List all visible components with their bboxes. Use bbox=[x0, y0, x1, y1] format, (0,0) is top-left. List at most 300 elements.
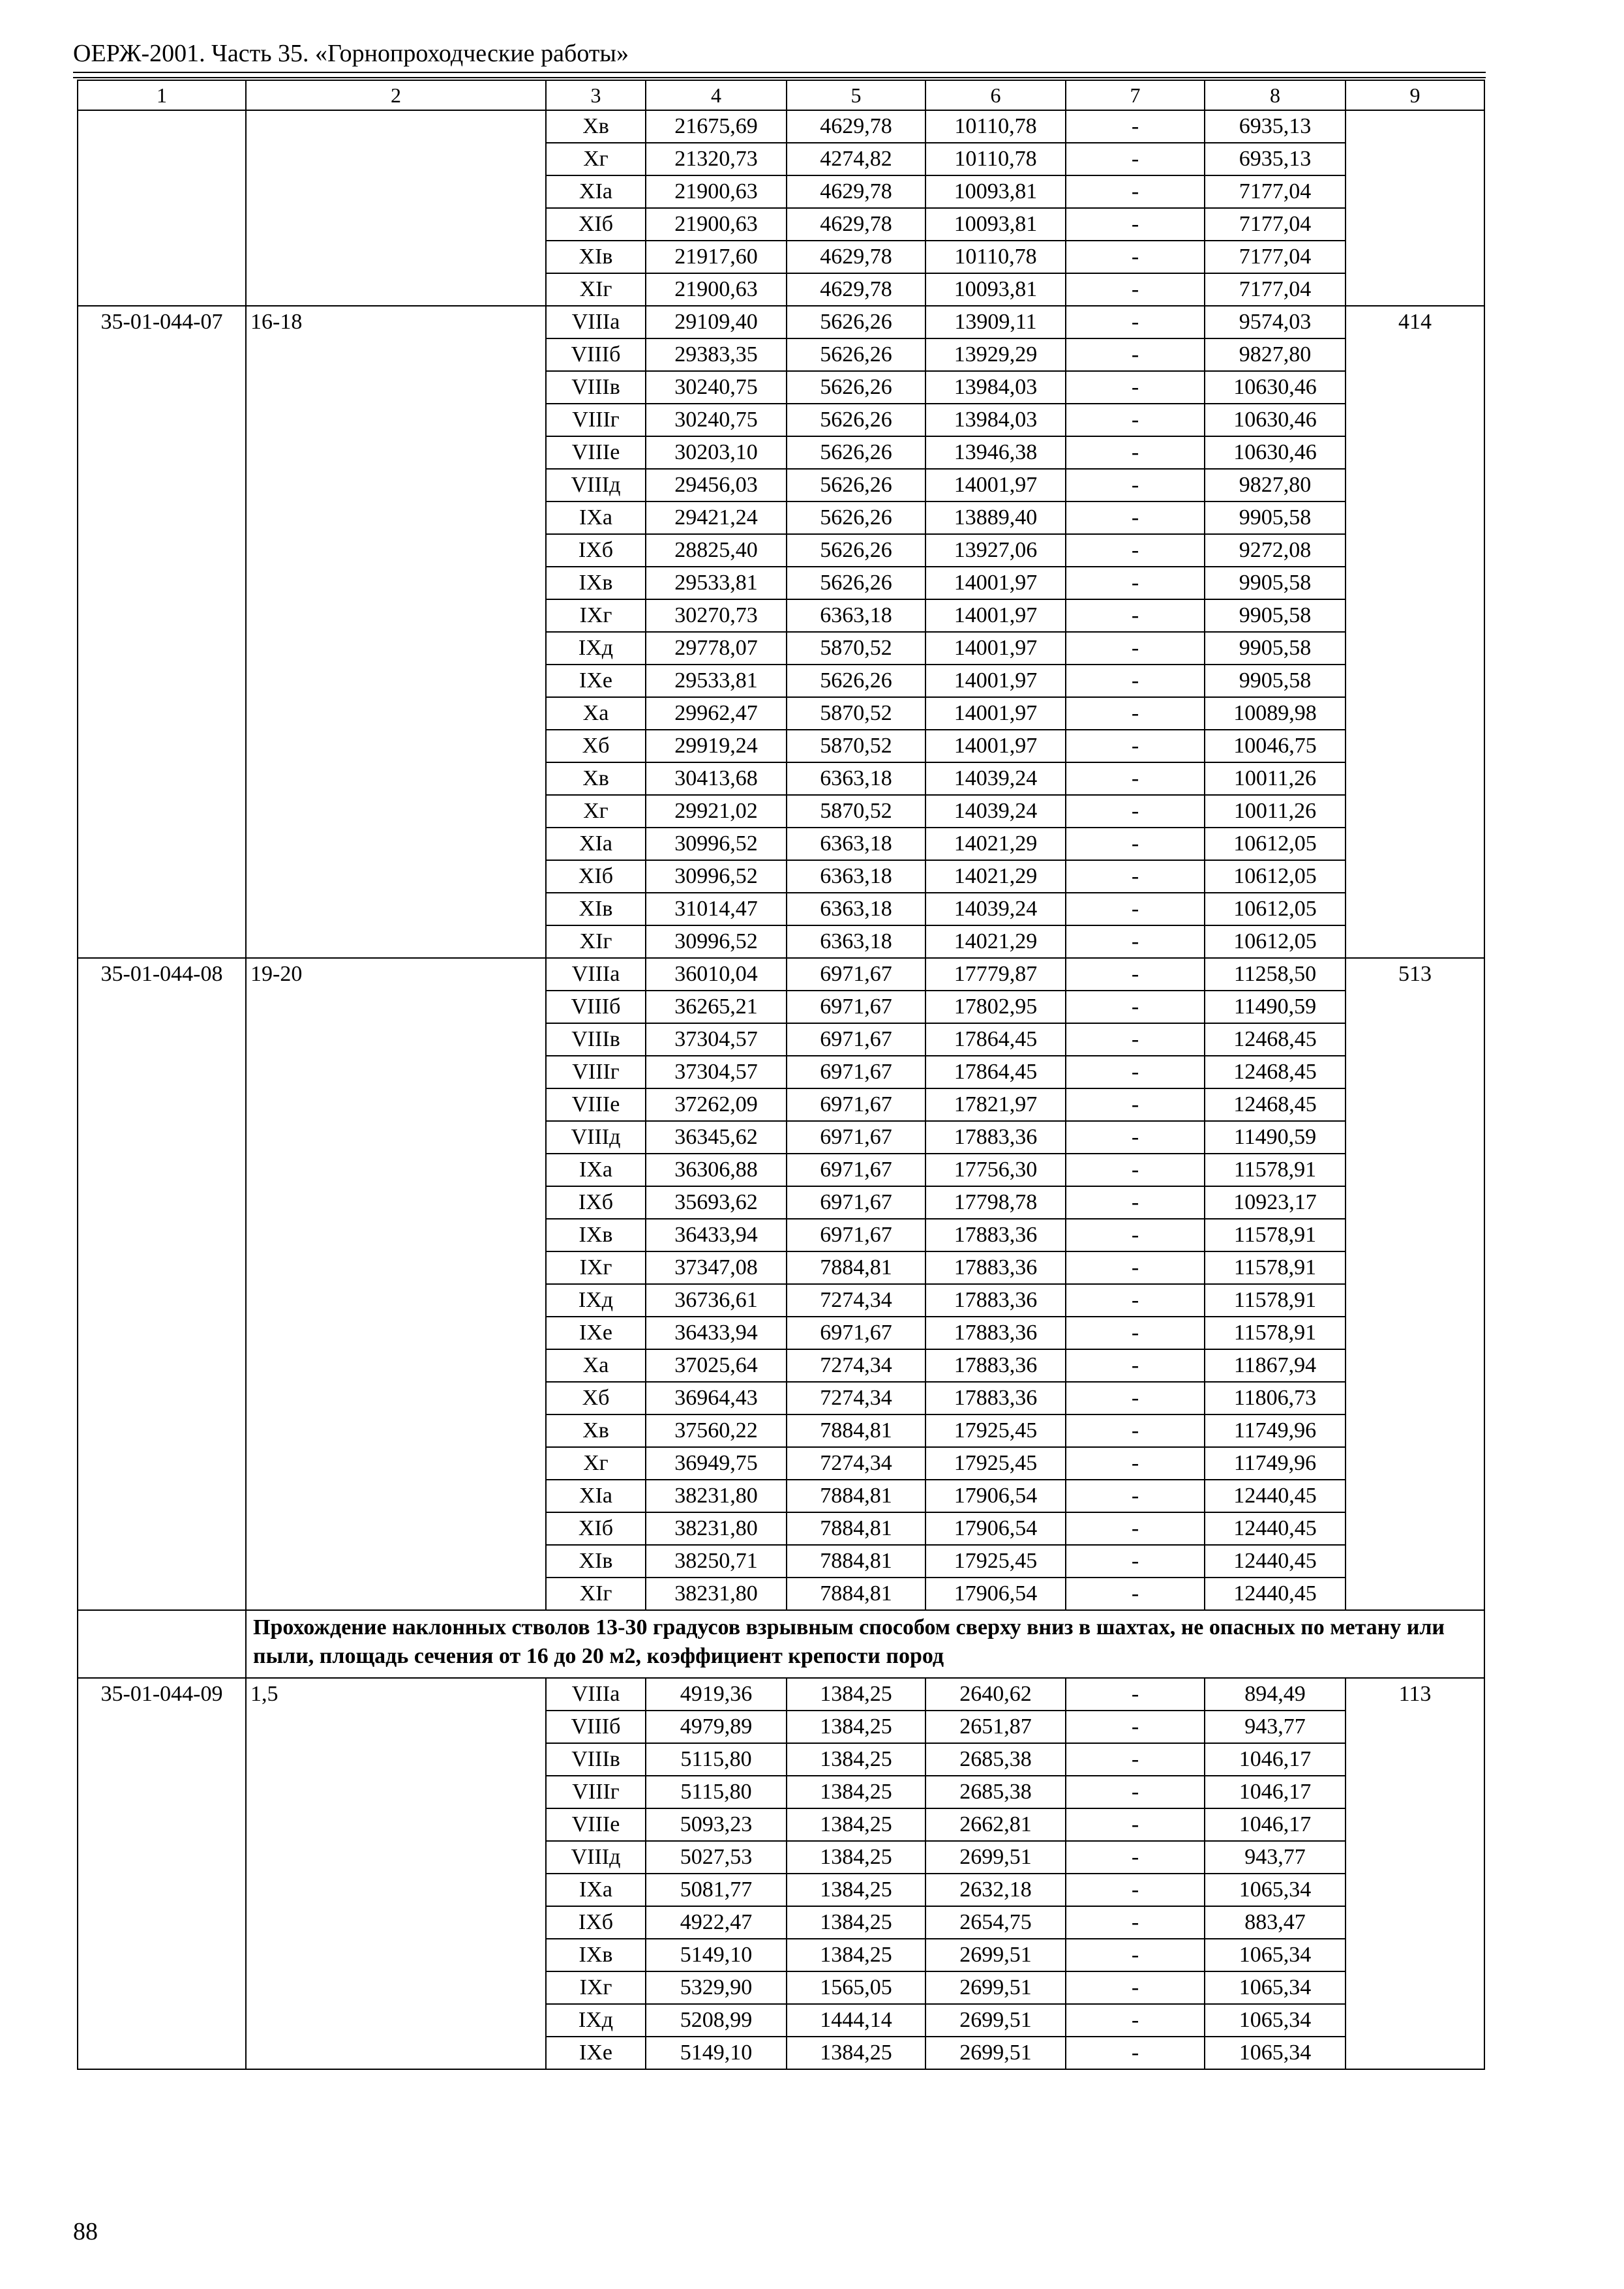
cost-machines-cell: 17925,45 bbox=[925, 1545, 1066, 1578]
category-cell: XIа bbox=[546, 175, 646, 208]
category-cell: IXа bbox=[546, 1874, 646, 1906]
cost-total-cell: 29921,02 bbox=[646, 795, 787, 828]
category-cell: VIIIа bbox=[546, 1678, 646, 1711]
column9-cell bbox=[1346, 110, 1484, 306]
cost-col7-cell: - bbox=[1066, 371, 1205, 404]
cost-total-cell: 38250,71 bbox=[646, 1545, 787, 1578]
cost-col7-cell: - bbox=[1066, 273, 1205, 306]
cost-labor-cell: 4629,78 bbox=[787, 175, 925, 208]
cost-labor-cell: 5870,52 bbox=[787, 697, 925, 730]
cost-machines-cell: 17883,36 bbox=[925, 1121, 1066, 1154]
cost-machines-cell: 10110,78 bbox=[925, 241, 1066, 273]
category-cell: IXб bbox=[546, 534, 646, 567]
cost-machines-cell: 13927,06 bbox=[925, 534, 1066, 567]
page-number: 88 bbox=[73, 2218, 98, 2245]
cost-total-cell: 29421,24 bbox=[646, 501, 787, 534]
cost-machines-cell: 17756,30 bbox=[925, 1154, 1066, 1186]
category-cell: Ха bbox=[546, 1349, 646, 1382]
cost-total-cell: 5081,77 bbox=[646, 1874, 787, 1906]
category-cell: IXд bbox=[546, 1284, 646, 1317]
cost-machines-cell: 14001,97 bbox=[925, 469, 1066, 501]
cost-materials-cell: 883,47 bbox=[1205, 1906, 1346, 1939]
cost-materials-cell: 894,49 bbox=[1205, 1678, 1346, 1711]
cost-machines-cell: 2640,62 bbox=[925, 1678, 1066, 1711]
cost-col7-cell: - bbox=[1066, 1545, 1205, 1578]
cost-labor-cell: 5870,52 bbox=[787, 632, 925, 665]
cost-materials-cell: 9905,58 bbox=[1205, 665, 1346, 697]
category-cell: VIIIв bbox=[546, 1743, 646, 1776]
cost-machines-cell: 13984,03 bbox=[925, 404, 1066, 436]
cost-labor-cell: 6971,67 bbox=[787, 1186, 925, 1219]
cost-col7-cell: - bbox=[1066, 762, 1205, 795]
category-cell: XIг bbox=[546, 925, 646, 958]
cost-col7-cell: - bbox=[1066, 1578, 1205, 1610]
cost-labor-cell: 6363,18 bbox=[787, 599, 925, 632]
cost-total-cell: 36949,75 bbox=[646, 1447, 787, 1480]
cost-materials-cell: 10630,46 bbox=[1205, 404, 1346, 436]
cost-labor-cell: 6971,67 bbox=[787, 1088, 925, 1121]
cost-total-cell: 5149,10 bbox=[646, 1939, 787, 1971]
cost-total-cell: 29109,40 bbox=[646, 306, 787, 338]
cost-materials-cell: 10630,46 bbox=[1205, 436, 1346, 469]
cost-labor-cell: 5626,26 bbox=[787, 469, 925, 501]
cost-labor-cell: 1384,25 bbox=[787, 1743, 925, 1776]
category-cell: VIIIв bbox=[546, 1023, 646, 1056]
parameter-cell: 19-20 bbox=[246, 958, 546, 1610]
category-cell: VIIIг bbox=[546, 1776, 646, 1808]
section-title: Прохождение наклонных стволов 13-30 градусов взрывным способом сверху вниз в шахтах, не опасных по метану или пыли, площадь сечения от 16 до 20 м2, коэффициент крепости пород bbox=[246, 1610, 1484, 1678]
cost-labor-cell: 1384,25 bbox=[787, 1874, 925, 1906]
category-cell: IXа bbox=[546, 501, 646, 534]
category-cell: VIIIг bbox=[546, 404, 646, 436]
rate-code-cell bbox=[78, 110, 246, 306]
cost-total-cell: 30240,75 bbox=[646, 404, 787, 436]
table-row bbox=[78, 306, 1484, 338]
cost-machines-cell: 14021,29 bbox=[925, 925, 1066, 958]
cost-labor-cell: 1384,25 bbox=[787, 1808, 925, 1841]
rate-code-cell: 35-01-044-08 bbox=[78, 958, 246, 1610]
cost-materials-cell: 9272,08 bbox=[1205, 534, 1346, 567]
cost-materials-cell: 1065,34 bbox=[1205, 2004, 1346, 2037]
category-cell: XIг bbox=[546, 273, 646, 306]
category-cell: XIа bbox=[546, 828, 646, 860]
table-row bbox=[78, 958, 1484, 991]
cost-labor-cell: 1384,25 bbox=[787, 2037, 925, 2069]
cost-labor-cell: 5870,52 bbox=[787, 795, 925, 828]
cost-machines-cell: 17802,95 bbox=[925, 991, 1066, 1023]
cost-col7-cell: - bbox=[1066, 665, 1205, 697]
cost-total-cell: 29778,07 bbox=[646, 632, 787, 665]
cost-labor-cell: 7274,34 bbox=[787, 1349, 925, 1382]
cost-total-cell: 21900,63 bbox=[646, 273, 787, 306]
cost-materials-cell: 10630,46 bbox=[1205, 371, 1346, 404]
category-cell: VIIIд bbox=[546, 1841, 646, 1874]
cost-total-cell: 21900,63 bbox=[646, 208, 787, 241]
column9-cell: 113 bbox=[1346, 1678, 1484, 2069]
cost-total-cell: 30996,52 bbox=[646, 828, 787, 860]
cost-col7-cell: - bbox=[1066, 306, 1205, 338]
cost-materials-cell: 11578,91 bbox=[1205, 1317, 1346, 1349]
cost-materials-cell: 1046,17 bbox=[1205, 1808, 1346, 1841]
column-number: 4 bbox=[646, 80, 787, 110]
cost-machines-cell: 14039,24 bbox=[925, 762, 1066, 795]
cost-labor-cell: 1384,25 bbox=[787, 1678, 925, 1711]
category-cell: IXв bbox=[546, 567, 646, 599]
cost-labor-cell: 6363,18 bbox=[787, 925, 925, 958]
cost-col7-cell: - bbox=[1066, 2004, 1205, 2037]
cost-col7-cell: - bbox=[1066, 925, 1205, 958]
table-body bbox=[78, 80, 1484, 2069]
cost-total-cell: 5093,23 bbox=[646, 1808, 787, 1841]
cost-machines-cell: 17925,45 bbox=[925, 1447, 1066, 1480]
cost-col7-cell: - bbox=[1066, 1743, 1205, 1776]
cost-total-cell: 36736,61 bbox=[646, 1284, 787, 1317]
cost-materials-cell: 12440,45 bbox=[1205, 1578, 1346, 1610]
cost-total-cell: 29383,35 bbox=[646, 338, 787, 371]
cost-materials-cell: 11578,91 bbox=[1205, 1219, 1346, 1251]
category-cell: VIIIа bbox=[546, 958, 646, 991]
cost-col7-cell: - bbox=[1066, 1349, 1205, 1382]
cost-machines-cell: 17883,36 bbox=[925, 1349, 1066, 1382]
column-number: 6 bbox=[925, 80, 1066, 110]
cost-machines-cell: 2632,18 bbox=[925, 1874, 1066, 1906]
category-cell: Хв bbox=[546, 762, 646, 795]
category-cell: VIIIе bbox=[546, 436, 646, 469]
category-cell: VIIIв bbox=[546, 371, 646, 404]
section-row bbox=[78, 1610, 1484, 1678]
cost-machines-cell: 14001,97 bbox=[925, 665, 1066, 697]
cost-col7-cell: - bbox=[1066, 534, 1205, 567]
category-cell: VIIIе bbox=[546, 1808, 646, 1841]
cost-machines-cell: 14001,97 bbox=[925, 567, 1066, 599]
parameter-cell bbox=[246, 110, 546, 306]
cost-machines-cell: 2699,51 bbox=[925, 2037, 1066, 2069]
cost-col7-cell: - bbox=[1066, 241, 1205, 273]
cost-total-cell: 29533,81 bbox=[646, 665, 787, 697]
category-cell: Хг bbox=[546, 143, 646, 175]
cost-total-cell: 30996,52 bbox=[646, 860, 787, 893]
cost-col7-cell: - bbox=[1066, 110, 1205, 143]
cost-labor-cell: 7274,34 bbox=[787, 1447, 925, 1480]
cost-materials-cell: 943,77 bbox=[1205, 1711, 1346, 1743]
cost-machines-cell: 17883,36 bbox=[925, 1317, 1066, 1349]
cost-total-cell: 4979,89 bbox=[646, 1711, 787, 1743]
cost-materials-cell: 10612,05 bbox=[1205, 828, 1346, 860]
cost-materials-cell: 11490,59 bbox=[1205, 991, 1346, 1023]
cost-materials-cell: 1065,34 bbox=[1205, 1874, 1346, 1906]
cost-materials-cell: 1065,34 bbox=[1205, 2037, 1346, 2069]
cost-machines-cell: 17883,36 bbox=[925, 1382, 1066, 1414]
category-cell: VIIIа bbox=[546, 306, 646, 338]
cost-col7-cell: - bbox=[1066, 1480, 1205, 1512]
cost-materials-cell: 7177,04 bbox=[1205, 208, 1346, 241]
column-number: 2 bbox=[246, 80, 546, 110]
cost-machines-cell: 2651,87 bbox=[925, 1711, 1066, 1743]
category-cell: XIв bbox=[546, 893, 646, 925]
cost-col7-cell: - bbox=[1066, 1317, 1205, 1349]
cost-total-cell: 5149,10 bbox=[646, 2037, 787, 2069]
cost-labor-cell: 5626,26 bbox=[787, 338, 925, 371]
cost-labor-cell: 5626,26 bbox=[787, 404, 925, 436]
column-number: 9 bbox=[1346, 80, 1484, 110]
cost-col7-cell: - bbox=[1066, 1251, 1205, 1284]
page-header-title: ОЕРЖ-2001. Часть 35. «Горнопроходческие работы» bbox=[73, 40, 629, 67]
cost-col7-cell: - bbox=[1066, 730, 1205, 762]
cost-materials-cell: 7177,04 bbox=[1205, 175, 1346, 208]
cost-labor-cell: 5626,26 bbox=[787, 371, 925, 404]
cost-machines-cell: 17864,45 bbox=[925, 1023, 1066, 1056]
cost-col7-cell: - bbox=[1066, 1808, 1205, 1841]
category-cell: Хб bbox=[546, 730, 646, 762]
cost-col7-cell: - bbox=[1066, 1088, 1205, 1121]
cost-col7-cell: - bbox=[1066, 501, 1205, 534]
cost-labor-cell: 7884,81 bbox=[787, 1480, 925, 1512]
cost-total-cell: 30240,75 bbox=[646, 371, 787, 404]
cost-machines-cell: 2662,81 bbox=[925, 1808, 1066, 1841]
cost-total-cell: 31014,47 bbox=[646, 893, 787, 925]
cost-labor-cell: 7884,81 bbox=[787, 1545, 925, 1578]
cost-labor-cell: 7884,81 bbox=[787, 1414, 925, 1447]
cost-total-cell: 36433,94 bbox=[646, 1317, 787, 1349]
cost-materials-cell: 12468,45 bbox=[1205, 1088, 1346, 1121]
category-cell: IXб bbox=[546, 1906, 646, 1939]
cost-labor-cell: 6971,67 bbox=[787, 1056, 925, 1088]
cost-total-cell: 5115,80 bbox=[646, 1743, 787, 1776]
cost-col7-cell: - bbox=[1066, 1776, 1205, 1808]
cost-total-cell: 29919,24 bbox=[646, 730, 787, 762]
cost-labor-cell: 5626,26 bbox=[787, 501, 925, 534]
cost-labor-cell: 7884,81 bbox=[787, 1251, 925, 1284]
category-cell: Хб bbox=[546, 1382, 646, 1414]
cost-machines-cell: 17925,45 bbox=[925, 1414, 1066, 1447]
cost-machines-cell: 17906,54 bbox=[925, 1480, 1066, 1512]
category-cell: IXб bbox=[546, 1186, 646, 1219]
cost-materials-cell: 12440,45 bbox=[1205, 1545, 1346, 1578]
cost-machines-cell: 2699,51 bbox=[925, 2004, 1066, 2037]
cost-col7-cell: - bbox=[1066, 1154, 1205, 1186]
cost-materials-cell: 11578,91 bbox=[1205, 1284, 1346, 1317]
cost-materials-cell: 9905,58 bbox=[1205, 632, 1346, 665]
header-rule bbox=[73, 72, 1486, 73]
cost-machines-cell: 14001,97 bbox=[925, 632, 1066, 665]
cost-total-cell: 36964,43 bbox=[646, 1382, 787, 1414]
cost-total-cell: 5208,99 bbox=[646, 2004, 787, 2037]
cost-materials-cell: 11490,59 bbox=[1205, 1121, 1346, 1154]
cost-labor-cell: 6971,67 bbox=[787, 1121, 925, 1154]
cost-col7-cell: - bbox=[1066, 1447, 1205, 1480]
cost-materials-cell: 11867,94 bbox=[1205, 1349, 1346, 1382]
cost-machines-cell: 13909,11 bbox=[925, 306, 1066, 338]
column-number-row bbox=[78, 80, 1484, 110]
cost-col7-cell: - bbox=[1066, 1023, 1205, 1056]
cost-labor-cell: 1565,05 bbox=[787, 1971, 925, 2004]
category-cell: VIIIд bbox=[546, 469, 646, 501]
cost-total-cell: 30203,10 bbox=[646, 436, 787, 469]
cost-labor-cell: 6363,18 bbox=[787, 762, 925, 795]
cost-machines-cell: 14021,29 bbox=[925, 828, 1066, 860]
cost-materials-cell: 1065,34 bbox=[1205, 1939, 1346, 1971]
cost-labor-cell: 1384,25 bbox=[787, 1841, 925, 1874]
cost-machines-cell: 17906,54 bbox=[925, 1512, 1066, 1545]
cost-machines-cell: 14039,24 bbox=[925, 893, 1066, 925]
cost-col7-cell: - bbox=[1066, 1284, 1205, 1317]
cost-col7-cell: - bbox=[1066, 567, 1205, 599]
category-cell: IXв bbox=[546, 1219, 646, 1251]
cost-machines-cell: 17883,36 bbox=[925, 1219, 1066, 1251]
cost-total-cell: 4922,47 bbox=[646, 1906, 787, 1939]
category-cell: IXд bbox=[546, 2004, 646, 2037]
header-rule bbox=[73, 77, 1486, 78]
cost-materials-cell: 11749,96 bbox=[1205, 1447, 1346, 1480]
cost-total-cell: 21675,69 bbox=[646, 110, 787, 143]
category-cell: XIв bbox=[546, 1545, 646, 1578]
category-cell: XIб bbox=[546, 1512, 646, 1545]
column-number: 1 bbox=[78, 80, 246, 110]
cost-labor-cell: 4629,78 bbox=[787, 241, 925, 273]
cost-machines-cell: 14001,97 bbox=[925, 599, 1066, 632]
cost-total-cell: 36433,94 bbox=[646, 1219, 787, 1251]
cost-machines-cell: 13889,40 bbox=[925, 501, 1066, 534]
category-cell: VIIIб bbox=[546, 991, 646, 1023]
cost-col7-cell: - bbox=[1066, 1971, 1205, 2004]
cost-materials-cell: 10612,05 bbox=[1205, 860, 1346, 893]
cost-machines-cell: 10110,78 bbox=[925, 110, 1066, 143]
cost-labor-cell: 1384,25 bbox=[787, 1776, 925, 1808]
cost-labor-cell: 4274,82 bbox=[787, 143, 925, 175]
category-cell: IXе bbox=[546, 2037, 646, 2069]
category-cell: VIIIе bbox=[546, 1088, 646, 1121]
category-cell: VIIIб bbox=[546, 1711, 646, 1743]
cost-materials-cell: 11578,91 bbox=[1205, 1154, 1346, 1186]
cost-col7-cell: - bbox=[1066, 1056, 1205, 1088]
cost-col7-cell: - bbox=[1066, 860, 1205, 893]
cost-materials-cell: 10923,17 bbox=[1205, 1186, 1346, 1219]
category-cell: IXг bbox=[546, 1251, 646, 1284]
cost-col7-cell: - bbox=[1066, 958, 1205, 991]
cost-total-cell: 29456,03 bbox=[646, 469, 787, 501]
cost-labor-cell: 7884,81 bbox=[787, 1512, 925, 1545]
cost-materials-cell: 6935,13 bbox=[1205, 143, 1346, 175]
cost-labor-cell: 5870,52 bbox=[787, 730, 925, 762]
cost-total-cell: 38231,80 bbox=[646, 1512, 787, 1545]
cost-total-cell: 37304,57 bbox=[646, 1056, 787, 1088]
cost-labor-cell: 1444,14 bbox=[787, 2004, 925, 2037]
cost-total-cell: 36265,21 bbox=[646, 991, 787, 1023]
cost-machines-cell: 17883,36 bbox=[925, 1284, 1066, 1317]
category-cell: IXе bbox=[546, 665, 646, 697]
cost-machines-cell: 2685,38 bbox=[925, 1776, 1066, 1808]
cost-col7-cell: - bbox=[1066, 436, 1205, 469]
table-row bbox=[78, 110, 1484, 143]
category-cell: Хв bbox=[546, 1414, 646, 1447]
category-cell: IXг bbox=[546, 599, 646, 632]
cost-materials-cell: 1065,34 bbox=[1205, 1971, 1346, 2004]
cost-total-cell: 29533,81 bbox=[646, 567, 787, 599]
category-cell: XIб bbox=[546, 208, 646, 241]
cost-col7-cell: - bbox=[1066, 2037, 1205, 2069]
cost-total-cell: 36010,04 bbox=[646, 958, 787, 991]
cost-col7-cell: - bbox=[1066, 632, 1205, 665]
rate-code-cell: 35-01-044-07 bbox=[78, 306, 246, 958]
cost-col7-cell: - bbox=[1066, 991, 1205, 1023]
cost-total-cell: 36345,62 bbox=[646, 1121, 787, 1154]
rate-code-cell: 35-01-044-09 bbox=[78, 1678, 246, 2069]
parameter-cell: 1,5 bbox=[246, 1678, 546, 2069]
cost-col7-cell: - bbox=[1066, 1841, 1205, 1874]
cost-labor-cell: 1384,25 bbox=[787, 1906, 925, 1939]
cost-machines-cell: 17906,54 bbox=[925, 1578, 1066, 1610]
cost-col7-cell: - bbox=[1066, 893, 1205, 925]
cost-col7-cell: - bbox=[1066, 338, 1205, 371]
cost-labor-cell: 1384,25 bbox=[787, 1939, 925, 1971]
cost-machines-cell: 14039,24 bbox=[925, 795, 1066, 828]
cost-materials-cell: 11806,73 bbox=[1205, 1382, 1346, 1414]
cost-materials-cell: 6935,13 bbox=[1205, 110, 1346, 143]
cost-machines-cell: 10093,81 bbox=[925, 208, 1066, 241]
cost-machines-cell: 2654,75 bbox=[925, 1906, 1066, 1939]
cost-materials-cell: 10089,98 bbox=[1205, 697, 1346, 730]
cost-machines-cell: 17864,45 bbox=[925, 1056, 1066, 1088]
cost-total-cell: 36306,88 bbox=[646, 1154, 787, 1186]
cost-materials-cell: 11258,50 bbox=[1205, 958, 1346, 991]
cost-materials-cell: 7177,04 bbox=[1205, 241, 1346, 273]
category-cell: Хв bbox=[546, 110, 646, 143]
cost-total-cell: 21917,60 bbox=[646, 241, 787, 273]
cost-labor-cell: 6971,67 bbox=[787, 1219, 925, 1251]
cost-labor-cell: 5626,26 bbox=[787, 567, 925, 599]
column9-cell: 414 bbox=[1346, 306, 1484, 958]
cost-total-cell: 5027,53 bbox=[646, 1841, 787, 1874]
cost-col7-cell: - bbox=[1066, 1382, 1205, 1414]
category-cell: XIб bbox=[546, 860, 646, 893]
cost-labor-cell: 1384,25 bbox=[787, 1711, 925, 1743]
cost-materials-cell: 11749,96 bbox=[1205, 1414, 1346, 1447]
cost-materials-cell: 12440,45 bbox=[1205, 1480, 1346, 1512]
section-empty-cell bbox=[78, 1610, 246, 1678]
cost-machines-cell: 2699,51 bbox=[925, 1841, 1066, 1874]
category-cell: VIIIд bbox=[546, 1121, 646, 1154]
cost-labor-cell: 7884,81 bbox=[787, 1578, 925, 1610]
cost-total-cell: 21900,63 bbox=[646, 175, 787, 208]
column-number: 3 bbox=[546, 80, 646, 110]
category-cell: Ха bbox=[546, 697, 646, 730]
category-cell: Хг bbox=[546, 795, 646, 828]
cost-col7-cell: - bbox=[1066, 1219, 1205, 1251]
cost-materials-cell: 10612,05 bbox=[1205, 893, 1346, 925]
cost-machines-cell: 2699,51 bbox=[925, 1939, 1066, 1971]
category-cell: VIIIг bbox=[546, 1056, 646, 1088]
cost-labor-cell: 5626,26 bbox=[787, 436, 925, 469]
cost-col7-cell: - bbox=[1066, 469, 1205, 501]
cost-materials-cell: 10612,05 bbox=[1205, 925, 1346, 958]
cost-labor-cell: 4629,78 bbox=[787, 110, 925, 143]
category-cell: Хг bbox=[546, 1447, 646, 1480]
cost-machines-cell: 10093,81 bbox=[925, 273, 1066, 306]
cost-materials-cell: 9827,80 bbox=[1205, 469, 1346, 501]
cost-materials-cell: 12468,45 bbox=[1205, 1056, 1346, 1088]
cost-materials-cell: 1046,17 bbox=[1205, 1743, 1346, 1776]
category-cell: IXе bbox=[546, 1317, 646, 1349]
cost-total-cell: 38231,80 bbox=[646, 1578, 787, 1610]
column-number: 8 bbox=[1205, 80, 1346, 110]
cost-col7-cell: - bbox=[1066, 599, 1205, 632]
cost-total-cell: 37560,22 bbox=[646, 1414, 787, 1447]
category-cell: XIв bbox=[546, 241, 646, 273]
cost-total-cell: 38231,80 bbox=[646, 1480, 787, 1512]
category-cell: XIа bbox=[546, 1480, 646, 1512]
price-table bbox=[77, 80, 1485, 2070]
cost-total-cell: 30996,52 bbox=[646, 925, 787, 958]
